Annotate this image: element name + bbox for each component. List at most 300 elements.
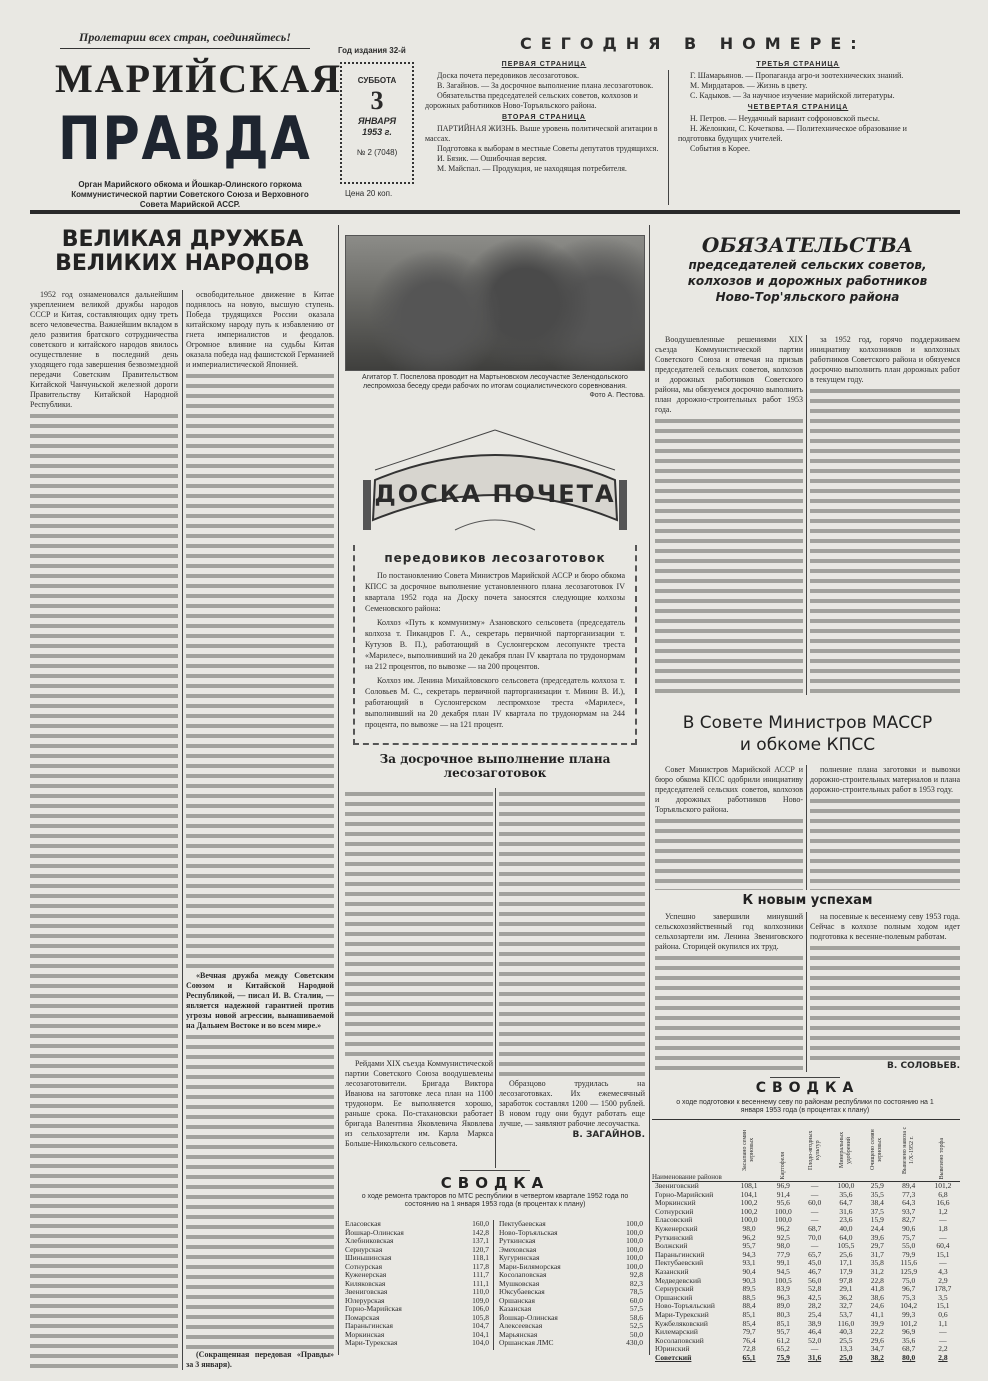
percent-cell: 75,9 xyxy=(776,1352,790,1362)
toc-divider xyxy=(668,70,669,205)
percent-cell: 34,7 xyxy=(870,1344,884,1354)
logging-column-2 xyxy=(499,788,645,1168)
district-name-cell: Сернурский xyxy=(655,1284,694,1294)
percent-cell: 117,8 xyxy=(472,1261,489,1271)
toc-item[interactable]: М. Майспал. — Продукция, не находящая потребителя. xyxy=(437,164,627,173)
percent-cell: 2,2 xyxy=(938,1344,948,1354)
toc-item[interactable]: Доска почета передовиков лесозаготовок. xyxy=(437,71,579,80)
honor-board-banner xyxy=(355,410,635,540)
author-signature: В. ЗАГАЙНОВ. xyxy=(572,1130,645,1140)
divider xyxy=(770,1077,840,1078)
percent-cell: 40,3 xyxy=(839,1327,853,1337)
percent-cell: 41,8 xyxy=(870,1284,884,1294)
percent-cell: 3,5 xyxy=(938,1292,948,1302)
percent-cell: — xyxy=(939,1215,947,1225)
percent-cell: 1,8 xyxy=(938,1223,948,1233)
obligations-column-2 xyxy=(810,335,960,695)
honor-board-title: ДОСКА ПОЧЕТА xyxy=(374,480,616,508)
tractor-summary-subtitle: о ходе ремонта тракторов по МТС республики в четвертом квартале 1952 года по состоянию на 1 января 1953 года (в процентах к плану) xyxy=(361,1193,629,1208)
percent-cell: — xyxy=(810,1181,819,1190)
percent-cell: 100,5 xyxy=(774,1275,792,1285)
percent-cell: 88,4 xyxy=(742,1301,756,1311)
percent-cell: 104,1 xyxy=(472,1329,489,1339)
percent-cell: 28,2 xyxy=(808,1301,822,1311)
percent-cell: 65,1 xyxy=(742,1352,756,1362)
percent-cell: 100,0 xyxy=(626,1227,643,1237)
price: Цена 20 коп. xyxy=(345,189,393,198)
headline-line: колхозов и дорожных работников xyxy=(687,274,928,288)
percent-cell: 100,0 xyxy=(626,1261,643,1271)
table-row xyxy=(497,1339,645,1348)
percent-cell: 65,7 xyxy=(808,1249,822,1259)
percent-cell: 90,4 xyxy=(742,1266,756,1276)
toc-page-label: ВТОРАЯ СТРАНИЦА xyxy=(502,114,586,121)
percent-cell: 93,7 xyxy=(902,1206,916,1216)
mts-name-cell: Казанская xyxy=(499,1304,532,1313)
percent-cell: 42,5 xyxy=(808,1292,822,1302)
percent-cell: 91,4 xyxy=(776,1189,790,1199)
toc-item[interactable]: М. Мирдатаров. — Жизнь в цвету. xyxy=(690,81,808,90)
percent-cell: 37,5 xyxy=(870,1206,884,1216)
district-name-cell: Медведевский xyxy=(655,1275,701,1285)
headline-line: ВЕЛИКИХ НАРОДОВ xyxy=(55,251,310,276)
toc-item[interactable]: Подготовка к выборам в местные Советы депутатов трудящихся. xyxy=(437,144,659,153)
mts-name-cell: Руткинская xyxy=(499,1236,536,1245)
percent-cell: 101,2 xyxy=(900,1318,918,1328)
toc-item[interactable]: События в Корее. xyxy=(690,144,751,153)
percent-cell: — xyxy=(810,1206,819,1216)
toc-item[interactable]: И. Бязик. — Ошибочная версия. xyxy=(437,154,547,163)
district-name-cell: Волжский xyxy=(655,1241,688,1251)
percent-cell: 97,8 xyxy=(839,1275,853,1285)
mts-name-cell: Юлерурская xyxy=(345,1295,385,1305)
logging-headline: За досрочное выполнение плана лесозаготовок xyxy=(379,752,611,780)
text-lines xyxy=(186,371,334,971)
percent-cell: 96,3 xyxy=(776,1292,790,1302)
percent-cell: 100,0 xyxy=(837,1181,855,1190)
column-divider xyxy=(649,225,650,1355)
percent-cell: 46,4 xyxy=(808,1327,822,1337)
date-box xyxy=(340,62,414,184)
honor-board-subtitle: передовиков лесозаготовок xyxy=(384,551,606,565)
mts-name-cell: Звениговская xyxy=(345,1287,388,1296)
percent-cell: 35,6 xyxy=(839,1189,853,1199)
percent-cell: 65,2 xyxy=(776,1344,790,1354)
percent-cell: 96,7 xyxy=(902,1284,916,1294)
percent-cell: — xyxy=(810,1241,819,1251)
logging-column-1 xyxy=(345,788,493,1168)
percent-cell: 77,3 xyxy=(902,1189,916,1199)
percent-cell: 105,8 xyxy=(472,1312,489,1322)
sowing-summary-subtitle: о ходе подготовки к весеннему севу по районам республики по состоянию на 1 января 1953 года (в процентах к плану) xyxy=(676,1099,934,1114)
toc-item[interactable]: ПАРТИЙНАЯ ЖИЗНЬ. Выше уровень политической агитации в массах. xyxy=(425,124,658,143)
percent-cell: 64,0 xyxy=(839,1232,853,1242)
mts-name-cell: Помарская xyxy=(345,1312,380,1322)
slogan: Пролетарии всех стран, соединяйтесь! xyxy=(60,30,310,49)
paragraph: Успешно завершили минувший сельскохозяйственный год колхозники сельхозартели им. Ленина Звениговского района. Сторицей окупился их труд. xyxy=(655,912,803,951)
percent-cell: 106,0 xyxy=(472,1304,489,1313)
sowing-summary-title: СВОДКА xyxy=(755,1080,860,1096)
percent-cell: 25,5 xyxy=(839,1335,853,1345)
council-headline xyxy=(655,712,960,756)
percent-cell: 4,3 xyxy=(938,1266,948,1276)
today-in-issue-title: СЕГОДНЯ В НОМЕРЕ: xyxy=(520,34,866,53)
friendship-headline xyxy=(30,228,335,276)
percent-cell: 61,2 xyxy=(776,1335,790,1345)
mts-name-cell: Косолаповская xyxy=(499,1270,547,1279)
obligations-headline xyxy=(655,233,960,305)
newspaper-organ: Орган Марийского обкома и Йошкар-Олинского горкома Коммунистической партии Советского Союза и Верховного Совета Марийской АССР. xyxy=(71,180,309,209)
success-headline: К новым успехам xyxy=(742,893,873,908)
council-column-2 xyxy=(810,765,960,890)
percent-cell: 13,3 xyxy=(839,1344,853,1354)
percent-cell: 23,6 xyxy=(839,1215,853,1225)
percent-cell: 2,8 xyxy=(938,1352,948,1362)
mts-name-cell: Киляковская xyxy=(345,1278,386,1288)
percent-cell: 76,4 xyxy=(742,1335,756,1345)
percent-cell: 82,3 xyxy=(629,1278,643,1288)
percent-cell: 101,2 xyxy=(934,1181,952,1190)
paragraph: за 1952 год, горячо поддерживаем инициативу колхозников и колхозных работников Советского района и обязуемся досрочно выполнить план дорожных работ в текущем году. xyxy=(810,335,960,384)
issue-number: № 2 (7048) xyxy=(356,148,398,157)
percent-cell: — xyxy=(939,1335,947,1345)
percent-cell: 100,2 xyxy=(740,1198,758,1208)
percent-cell: 430,0 xyxy=(626,1338,643,1347)
percent-cell: 40,0 xyxy=(839,1223,853,1233)
percent-cell: 17,1 xyxy=(839,1258,853,1268)
column-divider xyxy=(495,788,496,1168)
percent-cell: 52,5 xyxy=(629,1321,643,1330)
paragraph: на посевные к весеннему севу 1953 года. Сейчас в колхозе полным ходом идет подготовка к весенне-полевым работам. xyxy=(810,912,960,941)
percent-cell: 38,6 xyxy=(870,1292,884,1302)
percent-cell: 0,6 xyxy=(938,1309,948,1319)
percent-cell: 35,8 xyxy=(870,1258,884,1268)
mts-name-cell: Мари-Биляморская xyxy=(499,1261,561,1271)
percent-cell: 24,6 xyxy=(870,1301,884,1311)
mts-name-cell: Параньгинская xyxy=(345,1321,393,1330)
mts-name-cell: Эмеховская xyxy=(499,1244,537,1254)
headline-line: председателей сельских советов, xyxy=(688,258,927,272)
percent-cell: 88,5 xyxy=(742,1292,756,1302)
percent-cell: 110,0 xyxy=(472,1287,489,1296)
text-lines xyxy=(655,416,803,695)
percent-cell: 2,9 xyxy=(938,1275,948,1285)
mts-name-cell: Кугуринская xyxy=(499,1253,540,1262)
photo-caption xyxy=(345,373,645,400)
percent-cell: 60,4 xyxy=(936,1241,950,1251)
mts-name-cell: Сотнурская xyxy=(345,1261,383,1271)
column-header: Минеральных удобрений xyxy=(838,1131,852,1169)
paragraph: Воодушевленные решениями XIX съезда Коммунистической партии Советского Союза и отвечая на призыв председателей сельских советов, колхозов и дорожных работников Советского района, мы обязуемся досрочно выполнить план дорожно-строительных работ 1953 года. xyxy=(655,335,803,414)
percent-cell: 109,0 xyxy=(472,1295,489,1305)
weekday: СУББОТА xyxy=(357,76,397,85)
percent-cell: 85,4 xyxy=(742,1318,756,1328)
percent-cell: — xyxy=(810,1215,819,1225)
column-divider xyxy=(806,912,807,1072)
district-name-cell: Косолаповский xyxy=(655,1335,704,1345)
honor-board-box xyxy=(353,545,637,745)
percent-cell: 100,0 xyxy=(626,1236,643,1245)
percent-cell: 82,7 xyxy=(902,1215,916,1225)
percent-cell: 22,8 xyxy=(870,1275,884,1285)
toc-item[interactable]: Н. Желонкин, С. Кочеткова. — Политехническое образование и подготовка будущих учителей. xyxy=(678,124,907,143)
percent-cell: 70,0 xyxy=(808,1232,822,1242)
percent-cell: 68,7 xyxy=(808,1223,822,1233)
percent-cell: 125,9 xyxy=(900,1266,918,1276)
percent-cell: 79,7 xyxy=(742,1327,756,1337)
percent-cell: 15,9 xyxy=(870,1215,884,1225)
percent-cell: 99,3 xyxy=(902,1309,916,1319)
column-divider xyxy=(182,290,183,1370)
tractor-table-left xyxy=(343,1220,491,1348)
district-name-cell: Мари-Турекский xyxy=(655,1309,709,1319)
percent-cell: 89,0 xyxy=(776,1301,790,1311)
toc-right xyxy=(678,58,918,154)
district-name-cell: Горно-Марийский xyxy=(655,1189,714,1199)
district-name-cell: Кужбеляковский xyxy=(655,1318,708,1328)
percent-cell: 24,4 xyxy=(870,1223,884,1233)
year-date: 1953 г. xyxy=(362,127,392,137)
table-row xyxy=(343,1339,491,1348)
percent-cell: 100,0 xyxy=(626,1244,643,1254)
percent-cell: 104,7 xyxy=(472,1321,489,1330)
percent-cell: 92,5 xyxy=(776,1232,790,1242)
percent-cell: 95,6 xyxy=(776,1198,790,1208)
table-row xyxy=(652,1354,960,1363)
percent-cell: 77,9 xyxy=(776,1249,790,1259)
district-name-cell: Килемарский xyxy=(655,1327,698,1337)
percent-cell: 83,9 xyxy=(776,1284,790,1294)
percent-cell: — xyxy=(810,1344,819,1354)
percent-cell: 96,2 xyxy=(742,1232,756,1242)
column-header: Очищено семян зерновых xyxy=(870,1129,884,1171)
paragraph: полнение плана заготовки и вывозки дорожно-строительных материалов и плана дорожно-строительных работ в 1953 году. xyxy=(810,765,960,794)
percent-cell: 32,7 xyxy=(839,1301,853,1311)
percent-cell: 80,0 xyxy=(902,1352,916,1362)
percent-cell: 45,0 xyxy=(808,1258,822,1268)
mts-name-cell: Марьянская xyxy=(499,1329,538,1339)
masthead-rule xyxy=(30,210,960,214)
percent-cell: 39,9 xyxy=(870,1318,884,1328)
percent-cell: — xyxy=(810,1189,819,1199)
percent-cell: 52,0 xyxy=(808,1335,822,1345)
percent-cell: 105,5 xyxy=(837,1241,855,1251)
paragraph: Рейдами XIX съезда Коммунистической партии Советского Союза воодушевлены лесозаготовители. Бригада Виктора Иванова на заготовке леса план на 1100 трудонорм. Ее выполняется хорошо, раньше срока. По-стахановски работает бригада Валентина Яковлевича Яковлева из сельхозартели им. Карла Маркса Больше-Никольского сельсовета. xyxy=(345,1059,493,1148)
percent-cell: 104,1 xyxy=(740,1189,758,1199)
text-lines xyxy=(499,789,645,1079)
percent-cell: 75,0 xyxy=(902,1275,916,1285)
percent-cell: 36,2 xyxy=(839,1292,853,1302)
column-divider xyxy=(806,765,807,890)
mts-name-cell: Ново-Торъяльская xyxy=(499,1227,558,1237)
mts-name-cell: Алексеевская xyxy=(499,1321,543,1330)
percent-cell: 111,1 xyxy=(472,1278,489,1288)
percent-cell: 35,6 xyxy=(902,1335,916,1345)
toc-item[interactable]: Г. Шамарьянов. — Пропаганда агро-и зоотехнических знаний. xyxy=(690,71,904,80)
paragraph: Колхоз им. Ленина Михайловского сельсовета (председатель колхоза т. Соловьев М. С., секретарь первичной парторганизации т. Минин В. И.), работающий в Суслонгерском леспромхозе треста «Марилес», выполнивший на 20 декабря план IV квартала по трудонормам на 244 процента, по вывозке — на 121 процент. xyxy=(365,676,625,729)
district-name-cell: Звениговский xyxy=(655,1181,699,1190)
paragraph: Образцово трудилась на лесозаготовках. Их ежемесячный заработок составлял 1200 — 1500 рублей. В новом году они будут работать еще лучше, — заявляют рабочие лесоучастка. xyxy=(499,1079,645,1128)
text-lines xyxy=(345,789,493,1059)
percent-cell: 98,0 xyxy=(776,1241,790,1251)
district-name-cell: Ново-Торъяльский xyxy=(655,1301,715,1311)
district-name-cell: Куженерский xyxy=(655,1223,698,1233)
district-name-cell: Руткинский xyxy=(655,1232,693,1242)
month: ЯНВАРЯ xyxy=(357,116,397,126)
author-signature: В. СОЛОВЬЕВ. xyxy=(887,1061,960,1071)
percent-cell: 100,0 xyxy=(774,1206,792,1216)
district-name-cell: Еласовский xyxy=(655,1215,693,1225)
obligations-column-1 xyxy=(655,335,803,695)
mts-name-cell: Юксубаевская xyxy=(499,1287,545,1296)
column-divider xyxy=(493,1220,494,1350)
percent-cell: 22,2 xyxy=(870,1327,884,1337)
percent-cell: 1,2 xyxy=(938,1206,948,1216)
mts-name-cell: Мушковская xyxy=(499,1278,540,1288)
percent-cell: 25,0 xyxy=(839,1352,853,1362)
photo-credit: Фото А. Пестова. xyxy=(589,392,645,399)
toc-item[interactable]: Обязательства председателей сельских советов, колхозов и дорожных работников Ново-Торъяльского района. xyxy=(425,91,638,110)
mts-name-cell: Еласовская xyxy=(345,1219,381,1228)
percent-cell: 95,7 xyxy=(742,1241,756,1251)
district-name-cell: Параньгинский xyxy=(655,1249,705,1259)
percent-cell: 115,6 xyxy=(900,1258,918,1268)
district-name-cell: Пектубаевский xyxy=(655,1258,704,1268)
newspaper-title-line2: ПРАВДА xyxy=(58,104,312,174)
paragraph: Совет Министров Марийской АССР и бюро обкома КПСС одобрили инициативу председателей сельских советов, колхозов и дорожных работников Ново-Торъяльского района. xyxy=(655,765,803,814)
mts-name-cell: Хлебниковская xyxy=(345,1236,394,1245)
percent-cell: 39,6 xyxy=(870,1232,884,1242)
toc-left xyxy=(425,58,663,174)
percent-cell: 96,9 xyxy=(902,1327,916,1337)
percent-cell: 29,6 xyxy=(870,1335,884,1345)
district-name-cell: Сотнурский xyxy=(655,1206,694,1216)
district-name-cell: Юринский xyxy=(655,1344,690,1354)
toc-page-label: ПЕРВАЯ СТРАНИЦА xyxy=(501,61,587,68)
toc-item[interactable]: В. Загайнов. — За досрочное выполнение плана лесозаготовок. xyxy=(437,81,654,90)
district-name-cell: Моркинский xyxy=(655,1198,696,1208)
percent-cell: 25,9 xyxy=(870,1181,884,1190)
percent-cell: 38,2 xyxy=(870,1352,884,1362)
toc-page-label: ЧЕТВЕРТАЯ СТРАНИЦА xyxy=(747,104,849,111)
mts-name-cell: Мари-Турекская xyxy=(345,1338,398,1347)
column-header: Плодо-ягодных культур xyxy=(807,1130,821,1170)
percent-cell: 92,8 xyxy=(629,1270,643,1279)
percent-cell: 58,6 xyxy=(629,1312,643,1322)
percent-cell: 17,9 xyxy=(839,1266,853,1276)
percent-cell: 6,8 xyxy=(938,1189,948,1199)
publication-year: Год издания 32-й xyxy=(338,46,406,55)
percent-cell: 90,3 xyxy=(742,1275,756,1285)
column-header: Вывезено навоза с 1/X-1952 г. xyxy=(901,1126,915,1174)
paragraph: Колхоз «Путь к коммунизму» Азановского сельсовета (председатель колхоза т. Пикандров Г. А., секретарь первичной парторганизации т. Кутузов В. П.), работающий в Суслонгерском лесопункте треста «Марилес», выполнивший на 20 декабря план IV квартала по трудонормам на 212 процентов, по вывозке — на 200 процентов. xyxy=(365,618,625,671)
percent-cell: 100,0 xyxy=(774,1215,792,1225)
percent-cell: 100,0 xyxy=(626,1219,643,1228)
text-lines xyxy=(186,1032,334,1350)
percent-cell: 96,2 xyxy=(776,1223,790,1233)
text-lines xyxy=(655,953,803,1072)
percent-cell: 142,8 xyxy=(472,1227,489,1237)
percent-cell: 137,1 xyxy=(472,1236,489,1245)
mts-name-cell: Йошкар-Олинская xyxy=(345,1227,404,1237)
quote: «Вечная дружба между Советским Союзом и Китайской Народной Республикой, — писал И. В. Сталин, — является надежной гарантией против угрозы новой агрессии, вынашиваемой на Дальнем Востоке и во всем мире.» xyxy=(186,971,334,1030)
source-note: (Сокращенная передовая «Правды» за 3 января). xyxy=(186,1350,334,1369)
percent-cell: 38,9 xyxy=(808,1318,822,1328)
tractor-summary-title: СВОДКА xyxy=(440,1174,550,1192)
toc-item[interactable]: Н. Петров. — Неудачный вариант софроновской пьесы. xyxy=(690,114,880,123)
percent-cell: 16,6 xyxy=(936,1198,950,1208)
percent-cell: 60,0 xyxy=(808,1198,822,1208)
percent-cell: 80,3 xyxy=(776,1309,790,1319)
mts-name-cell: Пектубаевская xyxy=(499,1219,546,1228)
column-divider xyxy=(338,225,339,1355)
percent-cell: 116,0 xyxy=(837,1318,855,1328)
percent-cell: 100,2 xyxy=(740,1206,758,1216)
headline-line: В Совете Министров МАССР xyxy=(682,713,933,733)
column-header: Вывезено торфа xyxy=(939,1137,946,1179)
percent-cell: 118,1 xyxy=(472,1253,489,1262)
divider xyxy=(460,1170,530,1171)
percent-cell: 93,1 xyxy=(742,1258,756,1268)
paragraph: освободительное движение в Китае поднялось на новую, высшую ступень. Победа трудящихся России оказала китайскому народу путь к избавлению от гнета империалистов и феодалов. Огромное влияние на судьбы Китая оказала победа над фашистской Германией и империалистической Японией. xyxy=(186,290,334,369)
mts-name-cell: Йошкар-Олинская xyxy=(499,1312,558,1322)
headline-line: ОБЯЗАТЕЛЬСТВА xyxy=(701,233,914,257)
percent-cell: 72,8 xyxy=(742,1344,756,1354)
column-divider xyxy=(806,335,807,695)
percent-cell: — xyxy=(939,1327,947,1337)
paragraph: По постановлению Совета Министров Марийской АССР и бюро обкома КПСС за досрочное выполнение установленного плана лесозаготовок IV квартала 1952 года на Доску почета заносятся следующие колхозы Семеновского района: xyxy=(365,571,625,613)
text-lines xyxy=(810,796,960,890)
percent-cell: 50,0 xyxy=(629,1329,643,1339)
percent-cell: 64,3 xyxy=(902,1198,916,1208)
text-lines xyxy=(810,386,960,695)
percent-cell: 89,4 xyxy=(902,1181,916,1190)
percent-cell: 99,1 xyxy=(776,1258,790,1268)
toc-item[interactable]: С. Кадыков. — За научное изучение марийской литературы. xyxy=(690,91,895,100)
percent-cell: 100,0 xyxy=(740,1215,758,1225)
percent-cell: 25,6 xyxy=(839,1249,853,1259)
column-header: Наименование районов xyxy=(652,1173,722,1181)
photo-lumberjacks xyxy=(345,235,645,371)
percent-cell: 160,0 xyxy=(472,1219,489,1228)
column-header: Засыпано семян зерновых xyxy=(742,1129,756,1171)
day: 3 xyxy=(370,86,384,115)
success-column-2 xyxy=(810,912,960,1072)
mts-name-cell: Оршанская xyxy=(499,1295,535,1305)
percent-cell: 15,1 xyxy=(936,1301,950,1311)
percent-cell: 100,0 xyxy=(626,1253,643,1262)
percent-cell: 53,7 xyxy=(839,1309,853,1319)
percent-cell: 31,6 xyxy=(839,1206,853,1216)
percent-cell: — xyxy=(939,1232,947,1242)
percent-cell: 25,4 xyxy=(808,1309,822,1319)
mts-name-cell: Моркинская xyxy=(345,1329,385,1339)
tractor-table-right xyxy=(497,1220,645,1348)
council-column-1 xyxy=(655,765,803,890)
percent-cell: 79,9 xyxy=(902,1249,916,1259)
percent-cell: 85,1 xyxy=(776,1318,790,1328)
percent-cell: 68,7 xyxy=(902,1344,916,1354)
percent-cell: 178,7 xyxy=(934,1284,952,1294)
percent-cell: 31,6 xyxy=(808,1352,822,1362)
sowing-table xyxy=(652,1119,960,1362)
percent-cell: 78,5 xyxy=(629,1287,643,1296)
percent-cell: 108,1 xyxy=(740,1181,758,1190)
percent-cell: 38,4 xyxy=(870,1198,884,1208)
headline-line: и обкоме КПСС xyxy=(739,735,876,755)
percent-cell: 15,1 xyxy=(936,1249,950,1259)
percent-cell: 120,7 xyxy=(472,1244,489,1254)
